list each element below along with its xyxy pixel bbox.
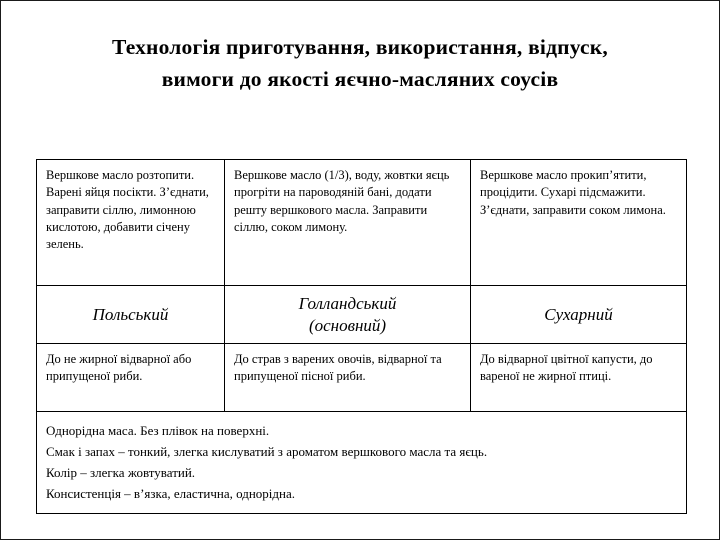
preparation-row [37,160,687,286]
quality-line-taste: Смак і запах – тонкий, злегка кислуватий з ароматом вершкового масла та яєць. [46,444,488,459]
slide-title-line-2: вимоги до якості яєчно-масляних соусів [161,67,559,92]
sauce-name-label: Польський [92,304,169,324]
sauce-name-label: Голландський (основний) [298,294,397,335]
quality-row [37,412,687,514]
preparation-cell-hollandaise: Вершкове масло (1/3), воду, жовтки яєць прогріти на пароводяній бані, додати решту вершкового масла. Заправити сіллю, соком лимону. [225,160,471,286]
sauce-name-breadcrumb [471,286,687,344]
preparation-cell-breadcrumb: Вершкове масло прокип’ятити, процідити. Сухарі підсмажити. З’єднати, заправити соком лимона. [471,160,687,286]
quality-line-mass: Однорідна маса. Без плівок на поверхні. [46,423,270,438]
usage-cell-hollandaise: До страв з варених овочів, відварної та припущеної пісної риби. [225,344,471,412]
usage-cell-polish: До не жирної відварної або припущеної риби. [37,344,225,412]
usage-cell-breadcrumb: До відварної цвітної капусти, до вареної не жирної птиці. [471,344,687,412]
slide-title-line-1: Технологія приготування, використання, відпуск, [112,35,608,59]
usage-row [37,344,687,412]
name-row [37,286,687,344]
sauce-name-hollandaise [225,286,471,344]
quality-line-consistency: Консистенція – в’язка, еластична, однорідна. [46,486,296,501]
sauce-name-label: Сухарний [544,304,613,324]
quality-line-color: Колір – злегка жовтуватий. [46,465,196,480]
preparation-cell-polish: Вершкове масло розтопити. Варені яйця посікти. З’єднати, заправити сіллю, лимонною кислотою, добавити січену зелень. [37,160,225,286]
sauce-table [36,159,687,514]
slide-title [1,31,719,96]
sauce-name-polish [37,286,225,344]
quality-cell [37,412,687,514]
